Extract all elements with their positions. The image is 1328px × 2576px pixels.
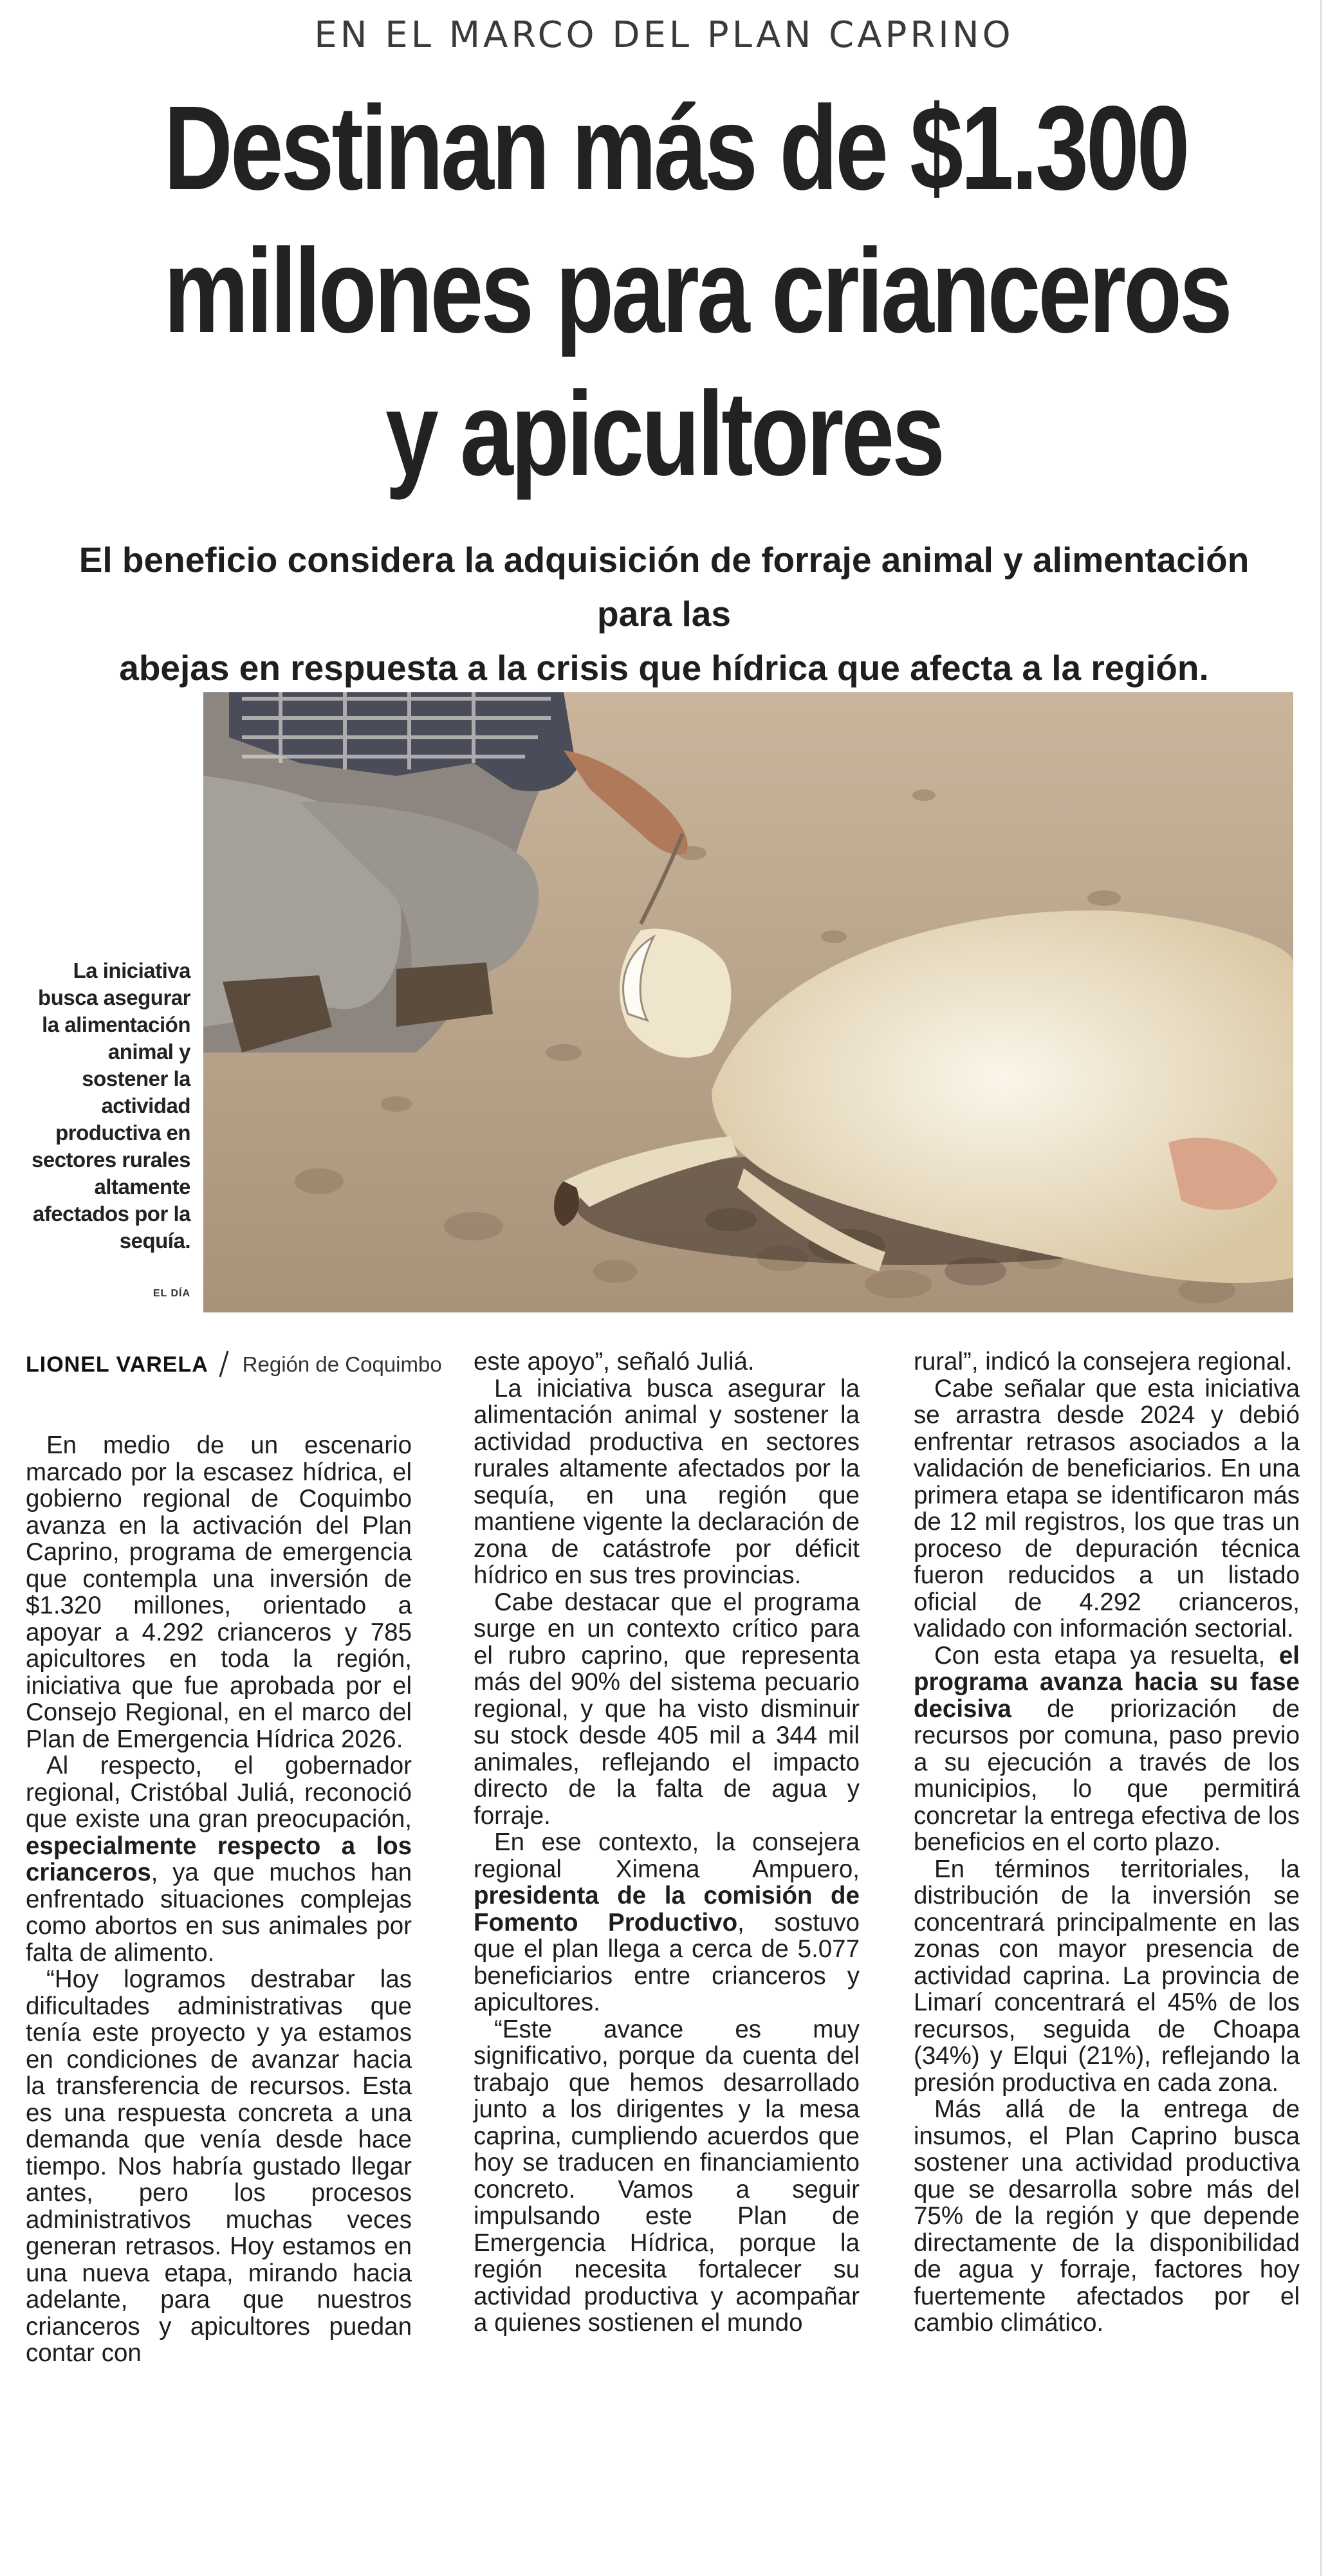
goat-on-dry-ground-illustration: [203, 692, 1293, 1312]
paragraph-continuation: rural”, indicó la consejera regional.: [914, 1348, 1293, 1375]
page-edge-rule: [1320, 0, 1322, 2576]
article-photo: [203, 692, 1293, 1312]
byline-author: LIONEL VARELA: [26, 1352, 208, 1377]
article-column-3: [914, 1348, 1300, 2337]
paragraph: Cabe señalar que esta iniciativa se arrastra desde 2024 y debió enfrentar retrasos asociados a la validación de beneficiarios. En una primera etapa se identificaron más de 12 mil registros, los que tras un proceso de depuración técnica fueron reducidos a un listado oficial de 4.292 crianceros, validado con información sectorial.: [914, 1374, 1300, 1642]
paragraph: En medio de un escenario marcado por la escasez hídrica, el gobierno regional de Coquimbo avanza en la activación del Plan Caprino, programa de emergencia que contempla una inversión de $1.320 millones, orientado a apoyar a 4.292 crianceros y 785 apicultores en toda la región, iniciativa que fue aprobada por el Consejo Regional, en el marco del Plan de Emergencia Hídrica 2026.: [26, 1431, 412, 1753]
headline-line-2: millones para crianceros: [163, 225, 1230, 358]
bold-phrase: especialmente respecto a los crianceros: [26, 1832, 412, 1886]
headline-line-1: Destinan más de $1.300: [163, 82, 1188, 215]
paragraph: Al respecto, el gobernador regional, Cristóbal Juliá, reconoció que existe una gran preocupación, especialmente respecto a los crianceros, ya que muchos han enfrentado situaciones complejas como abortos en sus animales por falta de alimento.: [26, 1752, 412, 1967]
paragraph: “Este avance es muy significativo, porque da cuenta del trabajo que hemos desarrollado junto a los dirigentes y la mesa caprina, cumpliendo acuerdos que hoy se traducen en financiamiento concreto. Vamos a seguir impulsando este Plan de Emergencia Hídrica, porque la región necesita fortalecer su actividad productiva y acompañar a quienes sostienen el mundo: [474, 2015, 860, 2337]
photo-credit: EL DÍA: [152, 1288, 190, 1299]
byline: [26, 1348, 442, 1381]
byline-divider-icon: [218, 1350, 230, 1378]
article-column-2: [474, 1348, 860, 2337]
paragraph: “Hoy logramos destrabar las dificultades administrativas que tenía este proyecto y ya estamos en condiciones de avanzar hacia la transferencia de recursos. Esta es una respuesta concreta a una demanda que venía desde hace tiempo. Nos habría gustado llegar antes, pero los procesos administrativos muchas veces generan retrasos. Hoy estamos en una nueva etapa, mirando hacia adelante, para que nuestros crianceros y apicultores puedan contar con: [26, 1965, 412, 2367]
paragraph: En términos territoriales, la distribución de la inversión se concentrará principalmente en las zonas con mayor presencia de actividad caprina. La provincia de Limarí concentrará el 45% de los recursos, seguida de Choapa (34%) y Elqui (21%), reflejando la presión productiva en cada zona.: [914, 1855, 1300, 2097]
paragraph: Con esta etapa ya resuelta, el programa avanza hacia su fase decisiva de priorización de recursos por comuna, paso previo a su ejecución a través de los municipios, lo que permitirá concretar la entrega efectiva de los beneficios en el corto plazo.: [914, 1641, 1300, 1856]
headline: [163, 77, 1230, 506]
bold-phrase: el programa avanza hacia su fase decisiva: [914, 1641, 1300, 1723]
byline-region: Región de Coquimbo: [242, 1352, 442, 1376]
paragraph: En ese contexto, la consejera regional Ximena Ampuero, presidenta de la comisión de Fomento Productivo, sostuvo que el plan llega a cerca de 5.077 beneficiarios entre crianceros y apicultores.: [474, 1828, 860, 2016]
paragraph: La iniciativa busca asegurar la alimentación animal y sostener la actividad productiva en sectores rurales altamente afectados por la sequía, en una región que mantiene vigente la declaración de zona de catástrofe por déficit hídrico en sus tres provincias.: [474, 1374, 860, 1589]
subheadline: [39, 533, 1289, 695]
subheadline-line-2: abejas en respuesta a la crisis que hídrica que afecta a la región.: [119, 648, 1209, 688]
article-column-1: [26, 1432, 412, 2367]
paragraph: Más allá de la entrega de insumos, el Plan Caprino busca sostener una actividad productiva que se desarrolla sobre más del 75% de la región y que depende directamente de la disponibilidad de agua y forraje, factores hoy fuertemente afectados por el cambio climático.: [914, 2095, 1300, 2337]
headline-line-3: y apicultores: [385, 367, 943, 501]
subheadline-line-1: El beneficio considera la adquisición de forraje animal y alimentación para las: [78, 540, 1250, 634]
section-kicker: EN EL MARCO DEL PLAN CAPRINO: [314, 14, 1014, 56]
paragraph-continuation: este apoyo”, señaló Juliá.: [474, 1348, 755, 1375]
photo-caption: La iniciativa busca asegurar la alimentación animal y sostener la actividad productiva en sectores rurales altamente afectados por la sequía.: [32, 959, 190, 1253]
bold-phrase: presidenta de la comisión de Fomento Productivo: [474, 1882, 860, 1937]
paragraph: Cabe destacar que el programa surge en un contexto crítico para el rubro caprino, que representa más del 90% del sistema pecuario regional, y que ha visto disminuir su stock desde 405 mil a 344 mil animales, reflejando el impacto directo de la falta de agua y forraje.: [474, 1588, 860, 1830]
